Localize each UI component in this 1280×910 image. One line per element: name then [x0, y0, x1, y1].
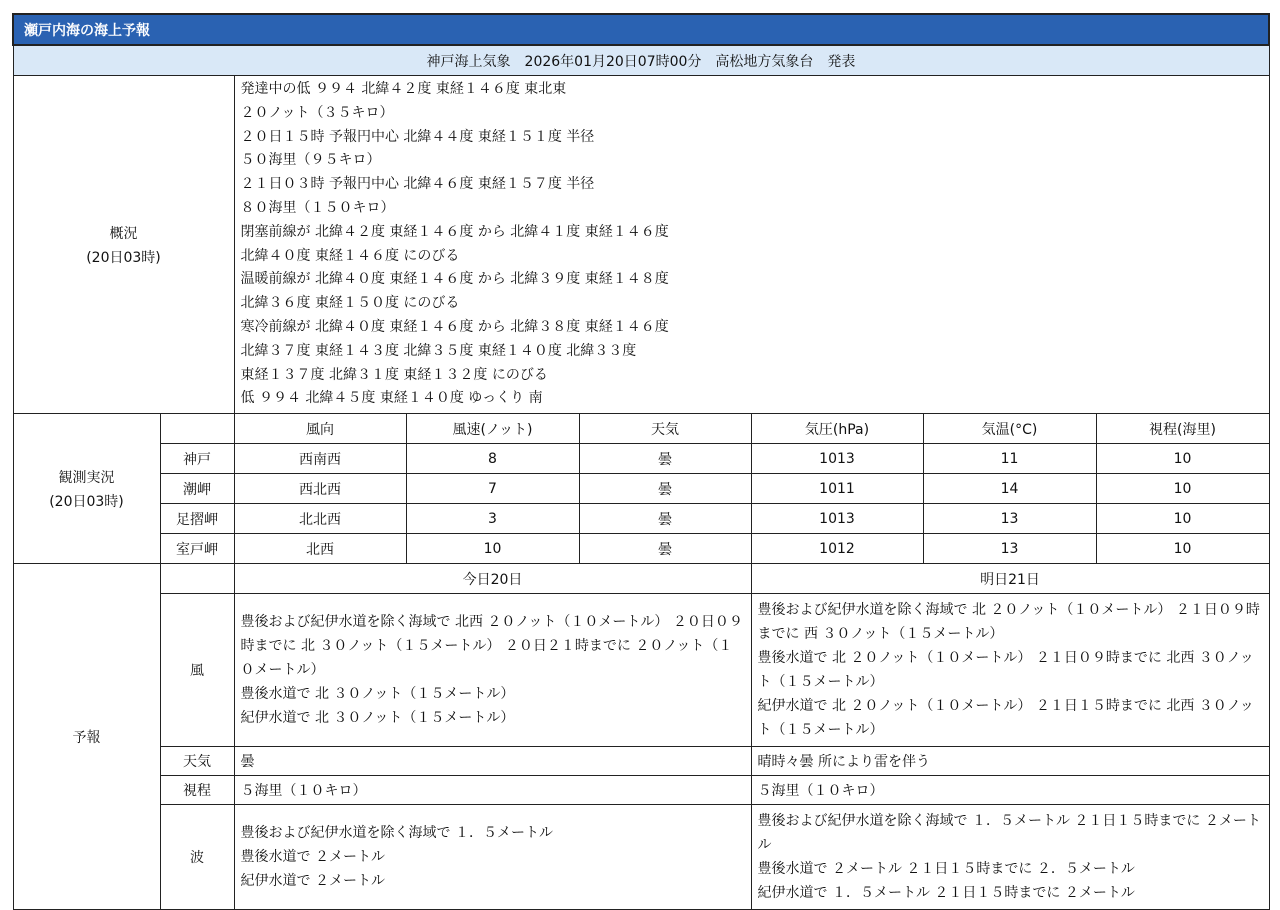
weather-today: 曇 — [234, 747, 751, 776]
forecast-table — [12, 13, 1270, 910]
gaikyo-line: 東経１３７度 北緯３１度 東経１３２度 にのびる — [240, 366, 548, 383]
station-name: 神戸 — [160, 444, 234, 474]
gaikyo-line: ２０日１５時 予報円中心 北緯４４度 東経１５１度 半径 — [240, 128, 595, 145]
wave-label: 波 — [160, 805, 234, 910]
gaikyo-line: ２０ノット（３５キロ） — [240, 104, 394, 121]
gaikyo-text — [234, 76, 1269, 414]
visibility-today: ５海里（１０キロ） — [234, 776, 751, 805]
table-cell: 8 — [406, 444, 579, 474]
gaikyo-line: ５０海里（９５キロ） — [240, 152, 381, 169]
gaikyo-line: 閉塞前線が 北緯４２度 東経１４６度 から 北緯４１度 東経１４６度 — [240, 223, 669, 240]
gaikyo-title: 概況 — [109, 225, 138, 242]
wave-tomorrow-line: 豊後水道で ２メートル ２１日１５時までに ２．５メートル — [757, 861, 1135, 878]
table-cell: 11 — [923, 444, 1096, 474]
wind-today — [234, 594, 751, 747]
observation-label — [13, 414, 160, 564]
table-cell: 10 — [1096, 504, 1269, 534]
issue-info: 神戸海上気象 2026年01月20日07時00分 高松地方気象台 発表 — [13, 45, 1269, 76]
station-name: 室戸岬 — [160, 534, 234, 564]
wind-tomorrow-line: 豊後水道で 北 ２０ノット（１０メートル） ２１日０９時までに 北西 ３０ノット（１５メートル） — [757, 650, 1254, 691]
forecast-label: 予報 — [13, 564, 160, 910]
gaikyo-label — [13, 76, 234, 414]
wave-tomorrow — [751, 805, 1269, 910]
table-cell: 曇 — [579, 504, 751, 534]
column-header: 風速(ノット) — [406, 414, 579, 444]
table-row — [13, 444, 1269, 474]
gaikyo-line: 寒冷前線が 北緯４０度 東経１４６度 から 北緯３８度 東経１４６度 — [240, 318, 669, 335]
column-header: 気温(°C) — [923, 414, 1096, 444]
table-row — [13, 504, 1269, 534]
table-cell: 13 — [923, 504, 1096, 534]
table-cell: 曇 — [579, 444, 751, 474]
table-cell: 10 — [1096, 474, 1269, 504]
wave-today — [234, 805, 751, 910]
gaikyo-line: 北緯３６度 東経１５０度 にのびる — [240, 295, 460, 312]
today-header: 今日20日 — [234, 564, 751, 594]
wind-today-line: 紀伊水道で 北 ３０ノット（１５メートル） — [240, 710, 515, 727]
table-cell: 14 — [923, 474, 1096, 504]
table-cell: 13 — [923, 534, 1096, 564]
table-cell: 1013 — [751, 444, 923, 474]
column-header: 天気 — [579, 414, 751, 444]
column-header: 風向 — [234, 414, 406, 444]
gaikyo-line: 低 ９９４ 北緯４５度 東経１４０度 ゆっくり 南 — [240, 390, 543, 407]
table-row — [13, 474, 1269, 504]
column-header: 視程(海里) — [1096, 414, 1269, 444]
wind-tomorrow-line: 豊後および紀伊水道を除く海域で 北 ２０ノット（１０メートル） ２１日０９時までに 西 ３０ノット（１５メートル） — [757, 602, 1260, 643]
observation-corner — [160, 414, 234, 444]
wind-tomorrow-line: 紀伊水道で 北 ２０ノット（１０メートル） ２１日１５時までに 北西 ３０ノット（１５メートル） — [757, 698, 1254, 739]
forecast-corner — [160, 564, 234, 594]
gaikyo-line: 北緯４０度 東経１４６度 にのびる — [240, 247, 460, 264]
weather-label: 天気 — [160, 747, 234, 776]
station-name: 潮岬 — [160, 474, 234, 504]
table-cell: 10 — [1096, 534, 1269, 564]
table-cell: 西南西 — [234, 444, 406, 474]
visibility-tomorrow: ５海里（１０キロ） — [751, 776, 1269, 805]
observation-title: 観測実況 — [58, 469, 115, 486]
station-name: 足摺岬 — [160, 504, 234, 534]
wind-today-line: 豊後および紀伊水道を除く海域で 北西 ２０ノット（１０メートル） ２０日０９時までに 北 ３０ノット（１５メートル） ２０日２１時までに ２０ノット（１０メートル） — [240, 614, 743, 679]
gaikyo-line: 北緯３７度 東経１４３度 北緯３５度 東経１４０度 北緯３３度 — [240, 342, 637, 359]
table-cell: 曇 — [579, 534, 751, 564]
gaikyo-time: (20日03時) — [86, 249, 161, 266]
wave-tomorrow-line: 紀伊水道で １．５メートル ２１日１５時までに ２メートル — [757, 885, 1135, 902]
table-cell: 10 — [406, 534, 579, 564]
table-cell: 10 — [1096, 444, 1269, 474]
wind-today-line: 豊後水道で 北 ３０ノット（１５メートル） — [240, 686, 515, 703]
column-header: 気圧(hPa) — [751, 414, 923, 444]
table-cell: 西北西 — [234, 474, 406, 504]
wind-tomorrow — [751, 594, 1269, 747]
gaikyo-line: 発達中の低 ９９４ 北緯４２度 東経１４６度 東北東 — [240, 81, 567, 97]
table-cell: 7 — [406, 474, 579, 504]
table-cell: 曇 — [579, 474, 751, 504]
table-cell: 1012 — [751, 534, 923, 564]
wind-label: 風 — [160, 594, 234, 747]
table-cell: 1013 — [751, 504, 923, 534]
wave-today-line: 豊後水道で ２メートル — [240, 849, 385, 866]
wave-today-line: 豊後および紀伊水道を除く海域で １．５メートル — [240, 825, 553, 842]
observation-time: (20日03時) — [49, 493, 124, 510]
gaikyo-line: 温暖前線が 北緯４０度 東経１４６度 から 北緯３９度 東経１４８度 — [240, 271, 669, 288]
page-title: 瀬戸内海の海上予報 — [13, 14, 1269, 45]
tomorrow-header: 明日21日 — [751, 564, 1269, 594]
forecast-document — [12, 13, 1268, 910]
table-row — [13, 534, 1269, 564]
table-cell: 北西 — [234, 534, 406, 564]
visibility-label: 視程 — [160, 776, 234, 805]
table-cell: 3 — [406, 504, 579, 534]
weather-tomorrow: 晴時々曇 所により雷を伴う — [751, 747, 1269, 776]
gaikyo-line: ２１日０３時 予報円中心 北緯４６度 東経１５７度 半径 — [240, 176, 595, 193]
table-cell: 1011 — [751, 474, 923, 504]
gaikyo-line: ８０海里（１５０キロ） — [240, 199, 395, 216]
table-cell: 北北西 — [234, 504, 406, 534]
wave-today-line: 紀伊水道で ２メートル — [240, 873, 385, 890]
wave-tomorrow-line: 豊後および紀伊水道を除く海域で １．５メートル ２１日１５時までに ２メートル — [757, 813, 1261, 854]
